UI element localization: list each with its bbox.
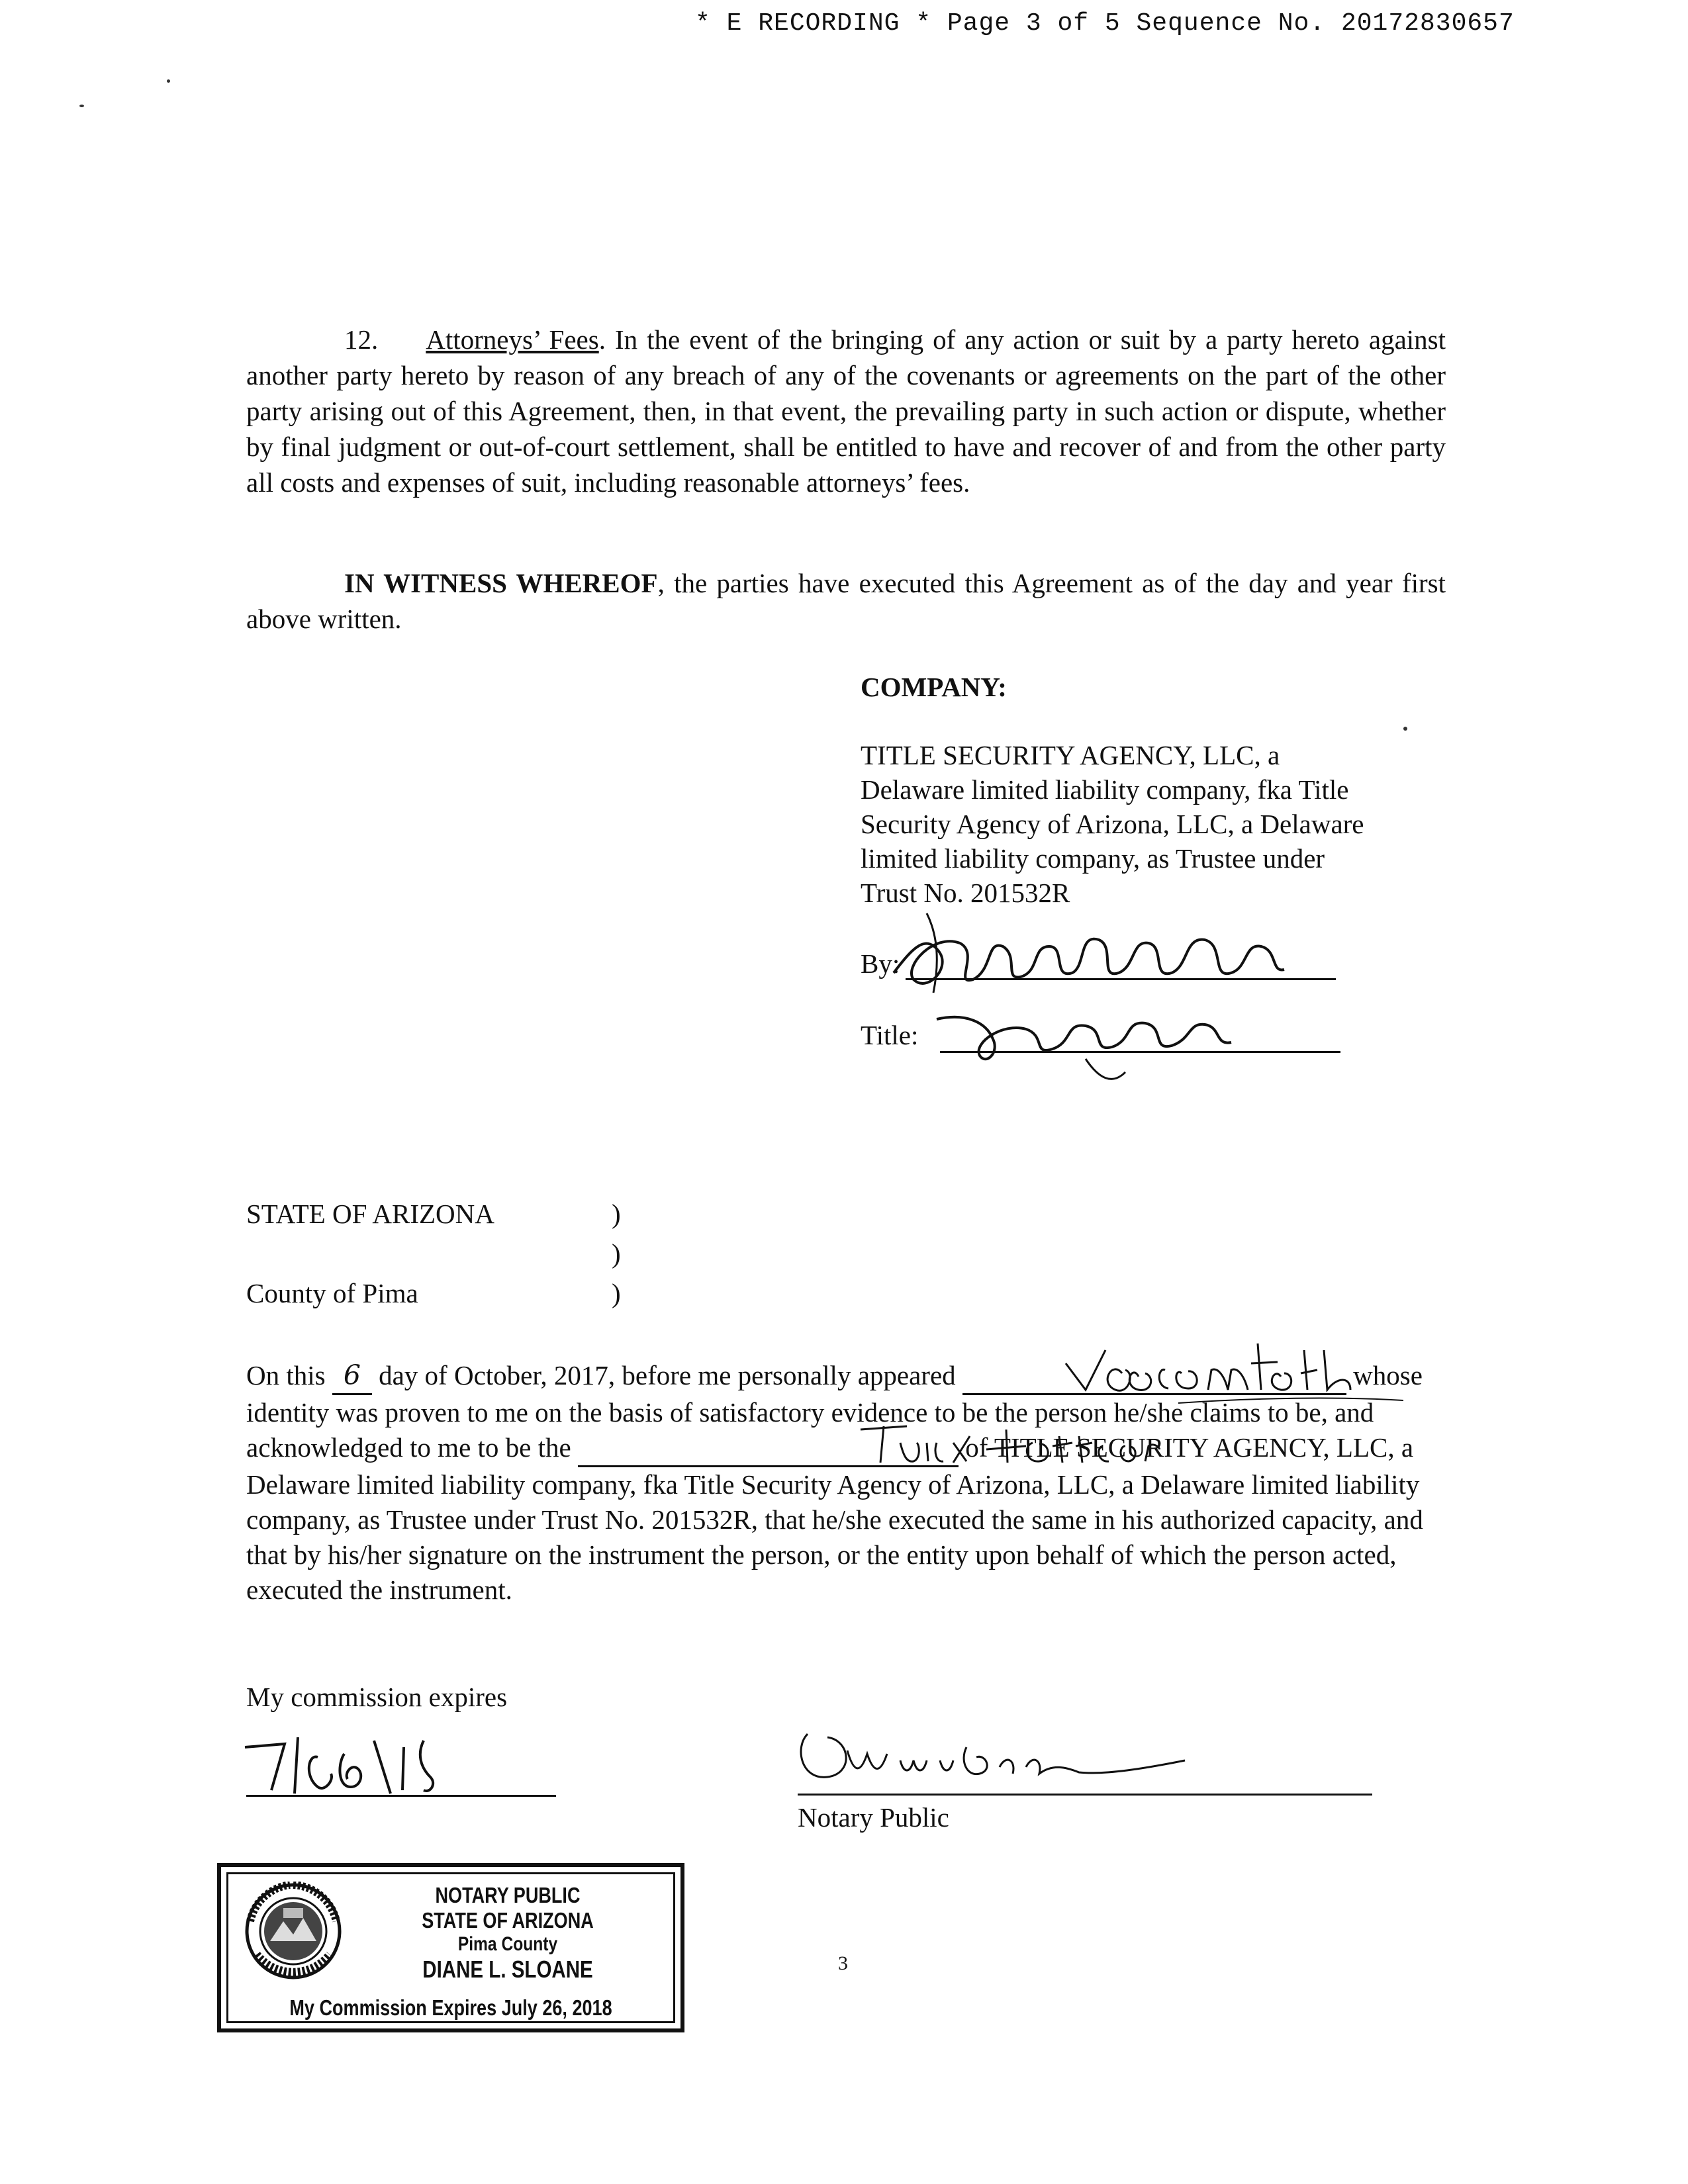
witness-lead: IN WITNESS WHEREOF [344, 568, 658, 598]
title-label: Title: [861, 1020, 919, 1050]
company-line: TITLE SECURITY AGENCY, LLC, a [861, 740, 1280, 770]
stamp-line-2: STATE OF ARIZONA [422, 1908, 594, 1933]
recording-header: * E RECORDING * Page 3 of 5 Sequence No. 20172830657 [695, 9, 1515, 38]
notary-signature [788, 1721, 1198, 1794]
company-line: limited liability company, as Trustee under [861, 843, 1325, 874]
venue-state: STATE OF ARIZONA [246, 1199, 494, 1229]
notary-stamp [217, 1863, 684, 2032]
company-description [861, 738, 1456, 910]
page-number: 3 [838, 1952, 848, 1974]
witness-body: , the parties have executed this Agreement as of the day and year first above written. [246, 568, 1446, 634]
venue-county: County of Pima [246, 1278, 418, 1308]
company-heading: COMPANY: [861, 672, 1007, 702]
stamp-line-1: NOTARY PUBLIC [435, 1883, 581, 1907]
company-line: Security Agency of Arizona, LLC, a Delaware [861, 809, 1364, 839]
stamp-line-5: My Commission Expires July 26, 2018 [289, 1995, 612, 2020]
by-label: By: [861, 948, 900, 979]
scan-speck [1403, 727, 1407, 731]
commission-date-handwritten [232, 1727, 510, 1800]
company-signature [887, 907, 1311, 1105]
witness-paragraph [246, 565, 1446, 637]
section-12-paragraph [246, 322, 1446, 500]
ack-text: day of October, 2017, before me personally appeared [371, 1360, 962, 1390]
ack-text: whose identity was proven to me on the basis of satisfactory evidence to be the person he/she claims to be, and acknowledged to me to be the [246, 1360, 1423, 1463]
stamp-line-3: Pima County [457, 1933, 558, 1955]
section-heading: Attorneys’ Fees [426, 324, 599, 355]
venue-paren: ) [612, 1278, 621, 1308]
venue-paren: ) [612, 1238, 621, 1269]
venue-paren: ) [612, 1199, 621, 1229]
commission-date-line [246, 1795, 556, 1797]
scan-speck [79, 105, 84, 107]
company-line: Trust No. 201532R [861, 878, 1070, 908]
section-body: . In the event of the bringing of any action or suit by a party hereto against another party hereto by reason of any breach of any of the covenants or agreements on the part of the other party arising out of this Agreement, then, in that event, the prevailing party in such action or dispute, whether by final judgment or out-of-court settlement, shall be entitled to have and recover of and from the other party all costs and expenses of suit, including reasonable attorneys’ fees. [246, 324, 1446, 498]
notary-public-label: Notary Public [798, 1802, 949, 1833]
ack-day: 6 [332, 1358, 372, 1395]
commission-label: My commission expires [246, 1682, 508, 1712]
arizona-state-seal-icon [244, 1882, 343, 1981]
capacity-signature [854, 1416, 1172, 1476]
stamp-line-4: DIANE L. SLOANE [422, 1956, 593, 1983]
appeared-name-signature [1059, 1337, 1430, 1410]
ack-text: On this [246, 1360, 332, 1390]
company-line: Delaware limited liability company, fka Title [861, 774, 1349, 805]
scan-speck [167, 79, 170, 83]
notary-signature-line [798, 1794, 1372, 1796]
ack-text: of TITLE SECURITY AGENCY, LLC, a Delaware limited liability company, fka Title Security Agency of Arizona, LLC, a Delaware limited liability company, as Trustee under Trust No. 201532R, that he/she executed the same in his authorized capacity, and that by his/her signature on the instrument the person, or the entity upon behalf of which the person acted, executed the instrument. [246, 1432, 1423, 1605]
section-number: 12. [344, 324, 379, 355]
